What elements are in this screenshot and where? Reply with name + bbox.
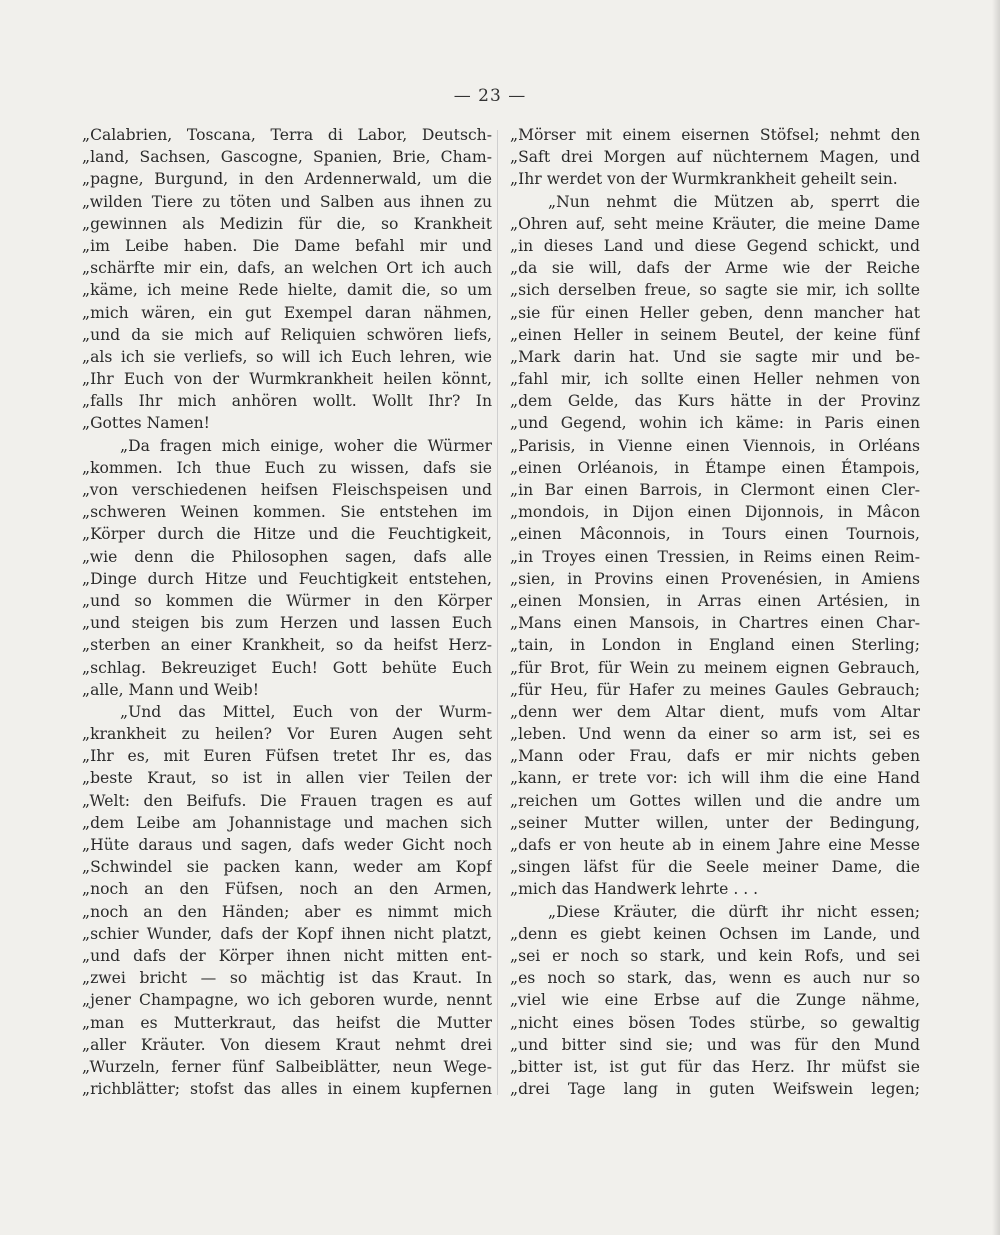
text-line: „Nun nehmt die Mützen ab, sperrt die [548, 192, 920, 211]
text-line: „Ihr es, mit Euren Füfsen tretet Ihr es, das [82, 747, 492, 766]
text-line: „käme, ich meine Rede hielte, damit die, so um [82, 281, 492, 300]
text-line: „Calabrien, Toscana, Terra di Labor, Deutsch- [82, 126, 492, 144]
text-line: „beste Kraut, so ist in allen vier Teilen der [82, 769, 492, 788]
text-line: „als ich sie verliefs, so will ich Euch lehren, wie [82, 347, 492, 366]
text-line: „in dieses Land und diese Gegend schickt, und [510, 236, 920, 255]
page-edge-shadow [992, 0, 1000, 1235]
text-line: „dem Gelde, das Kurs hätte in der Provinz [510, 392, 920, 411]
text-line: „noch an den Füfsen, noch an den Armen, [82, 880, 492, 899]
text-line: „schärfte mir ein, dafs, an welchen Ort ich auch [82, 259, 492, 278]
text-line: „drei Tage lang in guten Weifswein legen; [510, 1080, 920, 1099]
text-line: „da sie will, dafs der Arme wie der Reiche [510, 259, 920, 278]
text-line: „denn wer dem Altar dient, mufs vom Altar [510, 702, 920, 721]
text-line: „sterben an einer Krankheit, so da heifst Herz- [82, 636, 492, 655]
text-line: „Ohren auf, seht meine Kräuter, die meine Dame [510, 214, 920, 233]
text-line: „in Troyes einen Tressien, in Reims einen Reim- [510, 547, 920, 566]
text-line: „in Bar einen Barrois, in Clermont einen Cler- [510, 481, 920, 499]
text-line: „sien, in Provins einen Provenésien, in Amiens [510, 569, 920, 588]
text-line: „zwei bricht — so mächtig ist das Kraut. In [82, 969, 492, 988]
text-line: „reichen um Gottes willen und die andre um [510, 791, 920, 810]
text-line: „mich das Handwerk lehrte . . . [510, 880, 759, 899]
left-text-column [82, 124, 492, 1100]
text-line: „Diese Kräuter, die dürft ihr nicht essen; [548, 902, 920, 921]
text-line: „einen Orléanois, in Étampe einen Étampois, [510, 458, 920, 477]
text-line: „sie für einen Heller geben, denn mancher hat [510, 303, 920, 322]
text-line: „einen Heller in seinem Beutel, der keine fünf [510, 325, 920, 344]
text-line: „Ihr Euch von der Wurmkrankheit heilen könnt, [82, 370, 492, 389]
text-line: „Hüte daraus und sagen, dafs weder Gicht noch [82, 836, 492, 854]
text-line: „krankheit zu heilen? Vor Euren Augen seht [82, 725, 492, 744]
text-line: „kann, er trete vor: ich will ihm die eine Hand [510, 769, 920, 788]
text-line: „Mans einen Mansois, in Chartres einen Char- [510, 614, 920, 633]
text-line: „sich derselben freue, so sagte sie mir, ich sollte [510, 281, 920, 300]
text-line: „nicht eines bösen Todes stürbe, so gewaltig [510, 1013, 920, 1032]
text-line: „und so kommen die Würmer in den Körper [82, 591, 492, 610]
text-line: „Parisis, in Vienne einen Viennois, in Orléans [510, 436, 920, 455]
text-line: „Mörser mit einem eisernen Stöfsel; nehmt den [510, 126, 920, 144]
text-line: „wie denn die Philosophen sagen, dafs alle [82, 547, 492, 566]
text-line: „Ihr werdet von der Wurmkrankheit geheilt sein. [510, 170, 898, 189]
text-line: „denn es giebt keinen Ochsen im Lande, und [510, 924, 920, 943]
text-line: „Welt: den Beifufs. Die Frauen tragen es auf [82, 791, 492, 810]
text-line: „fahl mir, ich sollte einen Heller nehmen von [510, 370, 920, 389]
text-line: „Saft drei Morgen auf nüchternem Magen, und [510, 148, 920, 167]
text-line: „bitter ist, ist gut für das Herz. Ihr müfst sie [510, 1057, 920, 1076]
text-line: „falls Ihr mich anhören wollt. Wollt Ihr? In [82, 392, 492, 411]
text-line: „kommen. Ich thue Euch zu wissen, dafs sie [82, 458, 492, 477]
text-line: „leben. Und wenn da einer so arm ist, sei es [510, 725, 920, 744]
text-line: „mondois, in Dijon einen Dijonnois, in Mâcon [510, 503, 920, 522]
text-line: „von verschiedenen heifsen Fleischspeisen und [82, 481, 492, 499]
text-line: „und da sie mich auf Reliquien schwören liefs, [82, 325, 492, 344]
text-line: „mich wären, ein gut Exempel daran nähmen, [82, 303, 492, 322]
text-line: „Mann oder Frau, dafs er mir nichts geben [510, 747, 920, 766]
column-divider [497, 130, 498, 1095]
text-line: „man es Mutterkraut, das heifst die Mutter [82, 1013, 492, 1032]
text-line: „dem Leibe am Johannistage und machen sich [82, 813, 492, 832]
text-line: „für Heu, für Hafer zu meines Gaules Gebrauch; [510, 680, 920, 699]
text-line: „und dafs der Körper ihnen nicht mitten ent- [82, 946, 492, 965]
text-line: „wilden Tiere zu töten und Salben aus ihnen zu [82, 192, 492, 211]
text-line: „land, Sachsen, Gascogne, Spanien, Brie, Cham- [82, 148, 492, 167]
text-line: „noch an den Händen; aber es nimmt mich [82, 902, 492, 921]
text-line: „sei er noch so stark, und kein Rofs, und sei [510, 946, 920, 965]
text-line: „Wurzeln, ferner fünf Salbeiblätter, neun Wege- [82, 1057, 492, 1076]
text-line: „tain, in London in England einen Sterling; [510, 636, 920, 655]
text-line: „richblätter; stofst das alles in einem kupfernen [82, 1080, 492, 1099]
text-line: „pagne, Burgund, in den Ardennerwald, um die [82, 170, 492, 189]
text-line: „und steigen bis zum Herzen und lassen Euch [82, 614, 492, 633]
text-line: „dafs er von heute ab in einem Jahre eine Messe [510, 836, 920, 854]
text-line: „einen Mâconnois, in Tours einen Tournois, [510, 525, 920, 544]
text-line: „schier Wunder, dafs der Kopf ihnen nicht platzt, [82, 924, 492, 943]
text-line: „seiner Mutter willen, unter der Bedingung, [510, 813, 920, 832]
text-line: „schlag. Bekreuziget Euch! Gott behüte Euch [82, 658, 492, 677]
text-line: „Und das Mittel, Euch von der Wurm- [120, 702, 492, 721]
text-line: „Körper durch die Hitze und die Feuchtigkeit, [82, 525, 492, 544]
text-line: „für Brot, für Wein zu meinem eignen Gebrauch, [510, 658, 920, 677]
page-number: — 23 — [453, 86, 527, 106]
text-line: „singen läfst für die Seele meiner Dame, die [510, 858, 920, 877]
text-line: „viel wie eine Erbse auf die Zunge nähme, [510, 991, 920, 1010]
text-line: „es noch so stark, das, wenn es auch nur so [510, 969, 920, 988]
text-line: „Gottes Namen! [82, 414, 210, 433]
text-line: „im Leibe haben. Die Dame befahl mir und [82, 236, 492, 255]
text-line: „und bitter sind sie; und was für den Mund [510, 1035, 920, 1054]
text-line: „einen Monsien, in Arras einen Artésien, in [510, 591, 920, 610]
text-line: „Dinge durch Hitze und Feuchtigkeit entstehen, [82, 569, 492, 588]
text-line: „gewinnen als Medizin für die, so Krankheit [82, 214, 492, 233]
text-line: „und Gegend, wohin ich käme: in Paris einen [510, 414, 920, 433]
text-line: „schweren Weinen kommen. Sie entstehen im [82, 503, 492, 522]
text-line: „Da fragen mich einige, woher die Würmer [120, 436, 492, 455]
text-line: „aller Kräuter. Von diesem Kraut nehmt drei [82, 1035, 492, 1054]
text-line: „jener Champagne, wo ich geboren wurde, nennt [82, 991, 492, 1010]
text-line: „Mark darin hat. Und sie sagte mir und be- [510, 347, 920, 366]
text-line: „Schwindel sie packen kann, weder am Kopf [82, 858, 492, 877]
right-text-column [510, 124, 920, 1100]
text-line: „alle, Mann und Weib! [82, 680, 260, 699]
